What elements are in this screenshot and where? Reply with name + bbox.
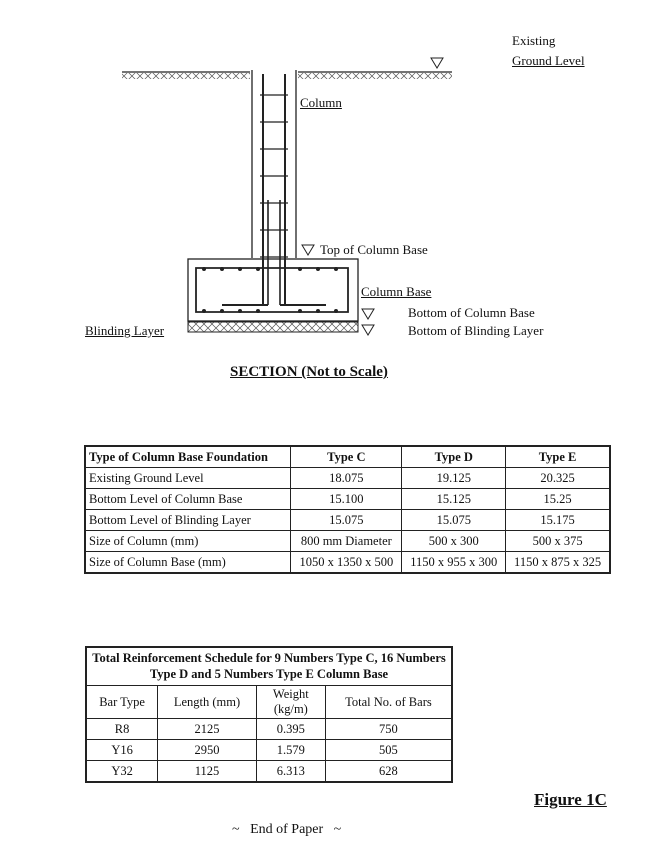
table-cell: 500 x 300 bbox=[402, 531, 506, 552]
table-row bbox=[85, 489, 610, 510]
table-cell: 500 x 375 bbox=[506, 531, 610, 552]
table-cell: Size of Column Base (mm) bbox=[85, 552, 291, 574]
table-cell: 0.395 bbox=[256, 719, 325, 740]
table-cell: Existing Ground Level bbox=[85, 468, 291, 489]
bottom-of-column-base-marker-icon bbox=[362, 309, 374, 319]
blinding-layer-label: Blinding Layer bbox=[85, 323, 165, 338]
table-cell: 750 bbox=[325, 719, 452, 740]
table-cell: 15.125 bbox=[402, 489, 506, 510]
table-row bbox=[86, 719, 452, 740]
table-cell: 800 mm Diameter bbox=[291, 531, 402, 552]
table-cell: 20.325 bbox=[506, 468, 610, 489]
figure-label: Figure 1C bbox=[534, 790, 607, 809]
table-cell: 15.075 bbox=[402, 510, 506, 531]
table-header-row bbox=[86, 686, 452, 719]
table-header-row bbox=[85, 446, 610, 468]
table-cell: Size of Column (mm) bbox=[85, 531, 291, 552]
reinforcement-schedule-table bbox=[85, 646, 453, 783]
bottom-of-column-base-label: Bottom of Column Base bbox=[408, 305, 535, 320]
schedule-caption: Total Reinforcement Schedule for 9 Numbers Type C, 16 Numbers Type D and 5 Numbers Type E Column Base bbox=[86, 647, 452, 686]
column-label: Column bbox=[300, 95, 342, 110]
column-base-label: Column Base bbox=[361, 284, 432, 299]
header-cell: Bar Type bbox=[86, 686, 158, 719]
table-cell: 1150 x 875 x 325 bbox=[506, 552, 610, 574]
header-cell: Length (mm) bbox=[158, 686, 257, 719]
header-cell: Total No. of Bars bbox=[325, 686, 452, 719]
table-cell: Bottom Level of Column Base bbox=[85, 489, 291, 510]
bottom-of-blinding-layer-label: Bottom of Blinding Layer bbox=[408, 323, 544, 338]
header-cell: Type E bbox=[506, 446, 610, 468]
table-cell: 6.313 bbox=[256, 761, 325, 783]
table-row bbox=[85, 531, 610, 552]
table-cell: R8 bbox=[86, 719, 158, 740]
ground-level-label: Ground Level bbox=[512, 53, 585, 68]
table-cell: 505 bbox=[325, 740, 452, 761]
table-cell: 1150 x 955 x 300 bbox=[402, 552, 506, 574]
table-cell: 1050 x 1350 x 500 bbox=[291, 552, 402, 574]
table-row bbox=[85, 468, 610, 489]
table-row bbox=[85, 552, 610, 574]
top-of-column-base-marker-icon bbox=[302, 245, 314, 255]
ground-level-marker-icon bbox=[431, 58, 443, 68]
existing-label: Existing bbox=[512, 33, 556, 48]
table-cell: 19.125 bbox=[402, 468, 506, 489]
blinding-layer bbox=[188, 322, 358, 332]
header-cell: Type of Column Base Foundation bbox=[85, 446, 291, 468]
table-cell: 15.075 bbox=[291, 510, 402, 531]
end-of-paper: ~ End of Paper ~ bbox=[232, 822, 342, 837]
table-cell: Y32 bbox=[86, 761, 158, 783]
table-caption-row bbox=[86, 647, 452, 686]
bottom-of-blinding-layer-marker-icon bbox=[362, 325, 374, 335]
ground-line bbox=[122, 72, 452, 79]
table-cell: 1125 bbox=[158, 761, 257, 783]
top-of-column-base-label: Top of Column Base bbox=[320, 242, 428, 257]
table-row bbox=[86, 740, 452, 761]
column-base bbox=[188, 259, 358, 321]
foundation-table bbox=[84, 445, 611, 574]
table-cell: 15.25 bbox=[506, 489, 610, 510]
table-cell: 2125 bbox=[158, 719, 257, 740]
table-cell: 15.175 bbox=[506, 510, 610, 531]
header-cell: Weight (kg/m) bbox=[256, 686, 325, 719]
section-title: SECTION (Not to Scale) bbox=[230, 364, 388, 380]
table-cell: 18.075 bbox=[291, 468, 402, 489]
table-cell: Bottom Level of Blinding Layer bbox=[85, 510, 291, 531]
table-row bbox=[85, 510, 610, 531]
table-row bbox=[86, 761, 452, 783]
table-cell: 2950 bbox=[158, 740, 257, 761]
table-cell: 1.579 bbox=[256, 740, 325, 761]
header-cell: Type C bbox=[291, 446, 402, 468]
table-cell: Y16 bbox=[86, 740, 158, 761]
table-cell: 628 bbox=[325, 761, 452, 783]
header-cell: Type D bbox=[402, 446, 506, 468]
table-cell: 15.100 bbox=[291, 489, 402, 510]
